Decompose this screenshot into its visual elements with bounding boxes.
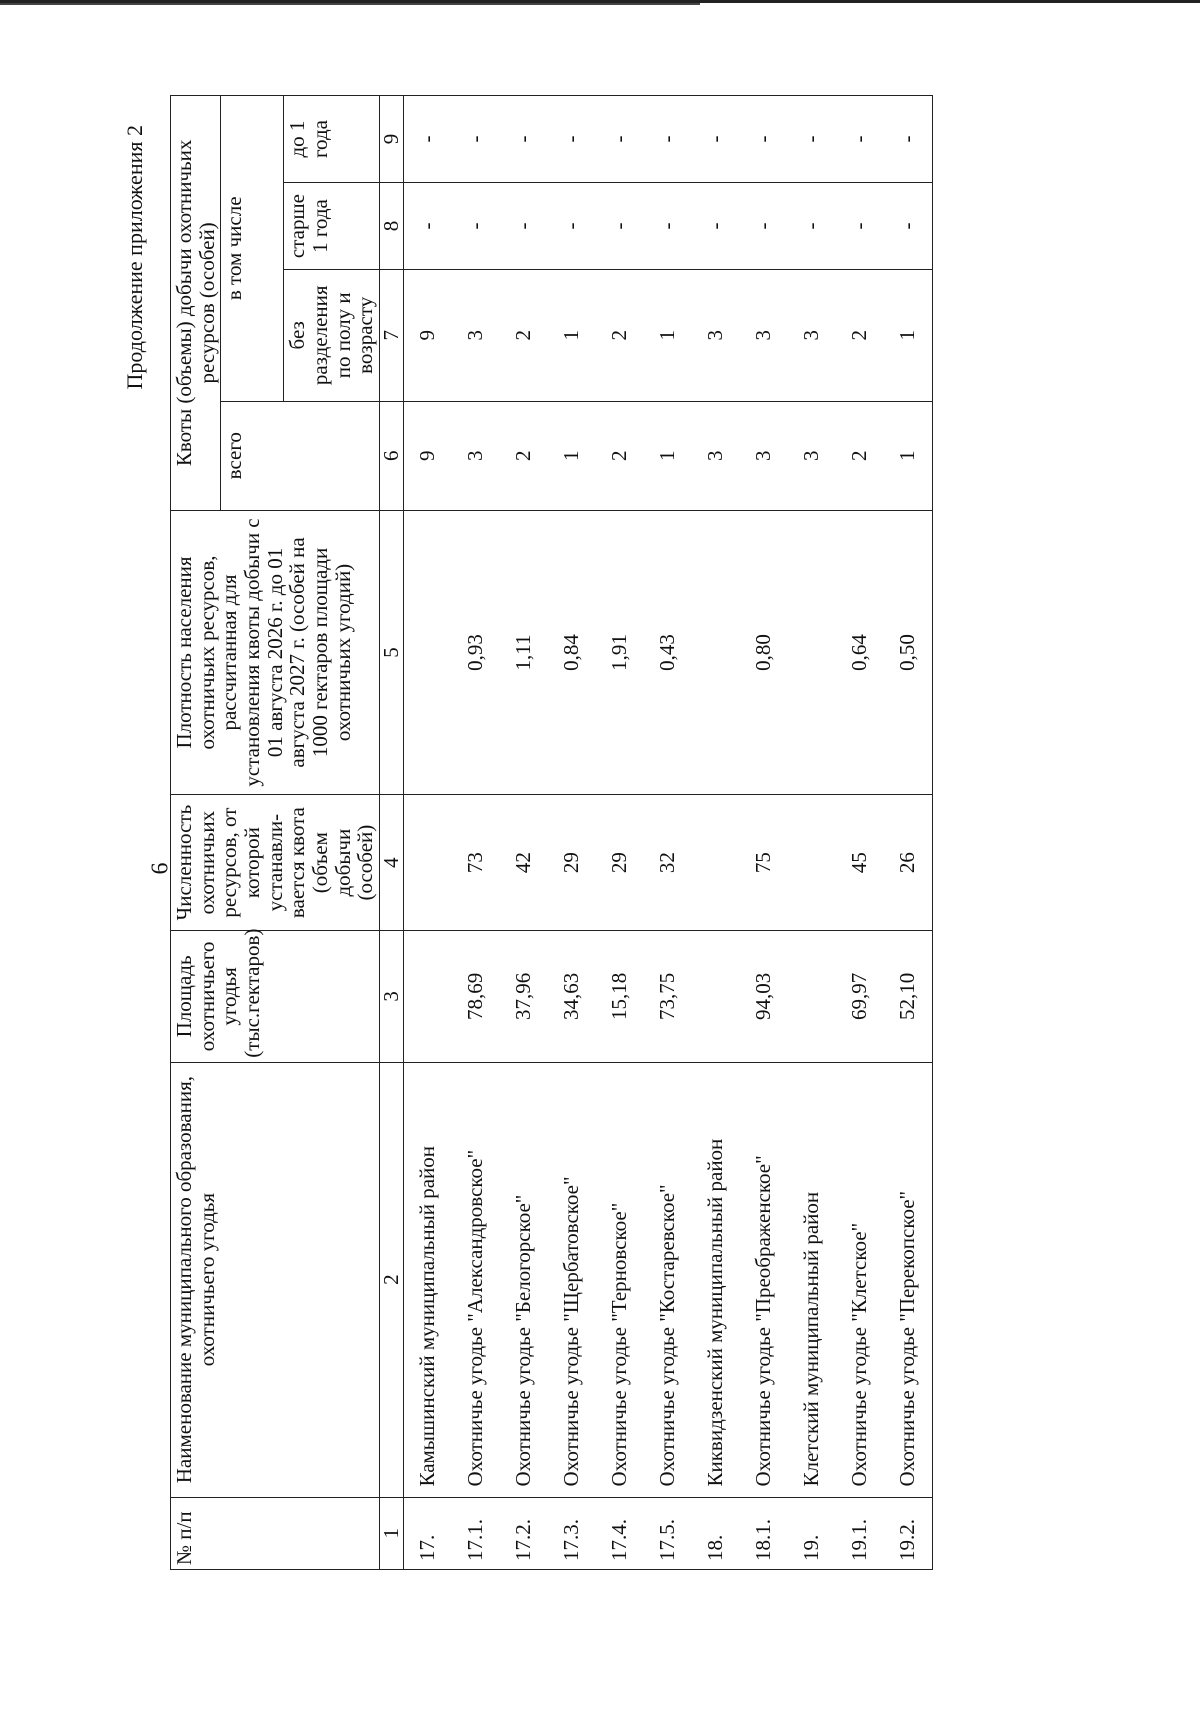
row-density <box>692 510 740 794</box>
table-row <box>788 96 836 1570</box>
row-number: 17.5. <box>644 1497 692 1569</box>
row-older: - <box>500 183 548 270</box>
row-number: 17.4. <box>596 1497 644 1569</box>
header-including: в том числе <box>221 96 284 402</box>
row-count <box>788 795 836 931</box>
row-no-division: 1 <box>548 270 596 402</box>
header-col-name: Наименование муниципального образования, охотничьего угодья <box>171 1062 380 1497</box>
row-name: Охотничье угодье "Клетское" <box>836 1062 884 1497</box>
table-row <box>452 96 500 1570</box>
header-col-density: Плотность населения охотничьих ресурсов, рассчитанная для установления квоты добычи с 01 августа 2026 г. до 01 августа 2027 г. (особей на 1000 гектаров площади охотничьих угодий) <box>171 510 380 794</box>
column-number: 5 <box>380 510 404 794</box>
row-number: 17. <box>403 1497 452 1569</box>
table-row <box>836 96 884 1570</box>
scan-edge-line-secondary <box>0 3 700 5</box>
table-row <box>884 96 933 1570</box>
row-total: 3 <box>740 401 788 510</box>
row-no-division: 1 <box>884 270 933 402</box>
row-younger: - <box>884 96 933 183</box>
row-no-division: 2 <box>596 270 644 402</box>
table-row <box>548 96 596 1570</box>
row-area: 94,03 <box>740 931 788 1063</box>
row-older: - <box>788 183 836 270</box>
row-count: 42 <box>500 795 548 931</box>
row-number: 17.1. <box>452 1497 500 1569</box>
table-row <box>596 96 644 1570</box>
row-count <box>403 795 452 931</box>
row-no-division: 3 <box>740 270 788 402</box>
row-count: 29 <box>596 795 644 931</box>
row-density: 0,80 <box>740 510 788 794</box>
row-count: 29 <box>548 795 596 931</box>
row-density: 1,11 <box>500 510 548 794</box>
row-count: 32 <box>644 795 692 931</box>
row-no-division: 3 <box>452 270 500 402</box>
header-row-1 <box>171 96 221 1570</box>
row-total: 1 <box>884 401 933 510</box>
row-area: 37,96 <box>500 931 548 1063</box>
header-col-number: № п/п <box>171 1497 380 1569</box>
quota-table <box>170 95 933 1570</box>
column-number: 4 <box>380 795 404 931</box>
table-row <box>644 96 692 1570</box>
row-no-division: 3 <box>788 270 836 402</box>
row-no-division: 9 <box>403 270 452 402</box>
row-number: 18.1. <box>740 1497 788 1569</box>
header-total: всего <box>221 401 380 510</box>
header-quota-group: Квоты (объемы) добычи охотничьих ресурсов (особей) <box>171 96 221 511</box>
row-no-division: 3 <box>692 270 740 402</box>
row-density <box>788 510 836 794</box>
row-total: 1 <box>548 401 596 510</box>
row-area <box>692 931 740 1063</box>
rotated-table-page <box>122 95 1085 1570</box>
row-area: 15,18 <box>596 931 644 1063</box>
row-area <box>403 931 452 1063</box>
row-area <box>788 931 836 1063</box>
row-name: Охотничье угодье "Терновское" <box>596 1062 644 1497</box>
column-number: 6 <box>380 401 404 510</box>
row-younger: - <box>596 96 644 183</box>
row-name: Камышинский муниципальный район <box>403 1062 452 1497</box>
row-younger: - <box>548 96 596 183</box>
row-younger: - <box>740 96 788 183</box>
header-col-population: Численность охотничьих ресурсов, от которой устанавли-вается квота (объем добычи (особей) <box>171 795 380 931</box>
row-younger: - <box>644 96 692 183</box>
row-number: 19. <box>788 1497 836 1569</box>
table-row <box>500 96 548 1570</box>
row-name: Охотничье угодье "Перекопское" <box>884 1062 933 1497</box>
row-older: - <box>452 183 500 270</box>
row-name: Охотничье угодье "Костаревское" <box>644 1062 692 1497</box>
page-number: 6 <box>147 862 174 875</box>
row-total: 1 <box>644 401 692 510</box>
row-density: 1,91 <box>596 510 644 794</box>
row-total: 2 <box>836 401 884 510</box>
row-older: - <box>836 183 884 270</box>
row-name: Охотничье угодье "Преображенское" <box>740 1062 788 1497</box>
row-name: Охотничье угодье "Александровское" <box>452 1062 500 1497</box>
row-count: 26 <box>884 795 933 931</box>
appendix-caption: Продолжение приложения 2 <box>122 125 147 390</box>
row-area: 78,69 <box>452 931 500 1063</box>
column-number-row <box>380 96 404 1570</box>
row-name: Охотничье угодье "Белогорское" <box>500 1062 548 1497</box>
column-number: 9 <box>380 96 404 183</box>
column-number: 1 <box>380 1497 404 1569</box>
row-name: Клетский муниципальный район <box>788 1062 836 1497</box>
table-row <box>403 96 452 1570</box>
row-no-division: 2 <box>836 270 884 402</box>
row-area: 34,63 <box>548 931 596 1063</box>
row-density: 0,84 <box>548 510 596 794</box>
column-number: 8 <box>380 183 404 270</box>
row-older: - <box>596 183 644 270</box>
row-number: 17.3. <box>548 1497 596 1569</box>
row-area: 73,75 <box>644 931 692 1063</box>
row-older: - <box>403 183 452 270</box>
row-younger: - <box>692 96 740 183</box>
row-older: - <box>644 183 692 270</box>
row-younger: - <box>500 96 548 183</box>
header-no-division: без разделения по полу и возрасту <box>284 270 380 402</box>
row-total: 3 <box>788 401 836 510</box>
row-name: Киквидзенский муниципальный район <box>692 1062 740 1497</box>
row-name: Охотничье угодье "Щербатовское" <box>548 1062 596 1497</box>
row-count <box>692 795 740 931</box>
row-total: 3 <box>692 401 740 510</box>
row-total: 9 <box>403 401 452 510</box>
header-col-area: Площадь охотничьего угодья (тыс.гектаров) <box>171 931 380 1063</box>
row-older: - <box>692 183 740 270</box>
header-younger: до 1 года <box>284 96 380 183</box>
row-count: 73 <box>452 795 500 931</box>
row-density: 0,93 <box>452 510 500 794</box>
column-number: 3 <box>380 931 404 1063</box>
row-total: 3 <box>452 401 500 510</box>
header-older: старше 1 года <box>284 183 380 270</box>
row-older: - <box>548 183 596 270</box>
row-area: 69,97 <box>836 931 884 1063</box>
row-density: 0,64 <box>836 510 884 794</box>
row-number: 19.1. <box>836 1497 884 1569</box>
column-number: 7 <box>380 270 404 402</box>
row-count: 75 <box>740 795 788 931</box>
row-younger: - <box>403 96 452 183</box>
row-younger: - <box>788 96 836 183</box>
row-younger: - <box>452 96 500 183</box>
row-density <box>403 510 452 794</box>
row-total: 2 <box>500 401 548 510</box>
row-density: 0,50 <box>884 510 933 794</box>
row-density: 0,43 <box>644 510 692 794</box>
row-no-division: 2 <box>500 270 548 402</box>
row-count: 45 <box>836 795 884 931</box>
table-row <box>692 96 740 1570</box>
row-no-division: 1 <box>644 270 692 402</box>
row-number: 19.2. <box>884 1497 933 1569</box>
column-number: 2 <box>380 1062 404 1497</box>
row-younger: - <box>836 96 884 183</box>
row-area: 52,10 <box>884 931 933 1063</box>
row-total: 2 <box>596 401 644 510</box>
row-older: - <box>884 183 933 270</box>
row-older: - <box>740 183 788 270</box>
row-number: 17.2. <box>500 1497 548 1569</box>
table-row <box>740 96 788 1570</box>
row-number: 18. <box>692 1497 740 1569</box>
